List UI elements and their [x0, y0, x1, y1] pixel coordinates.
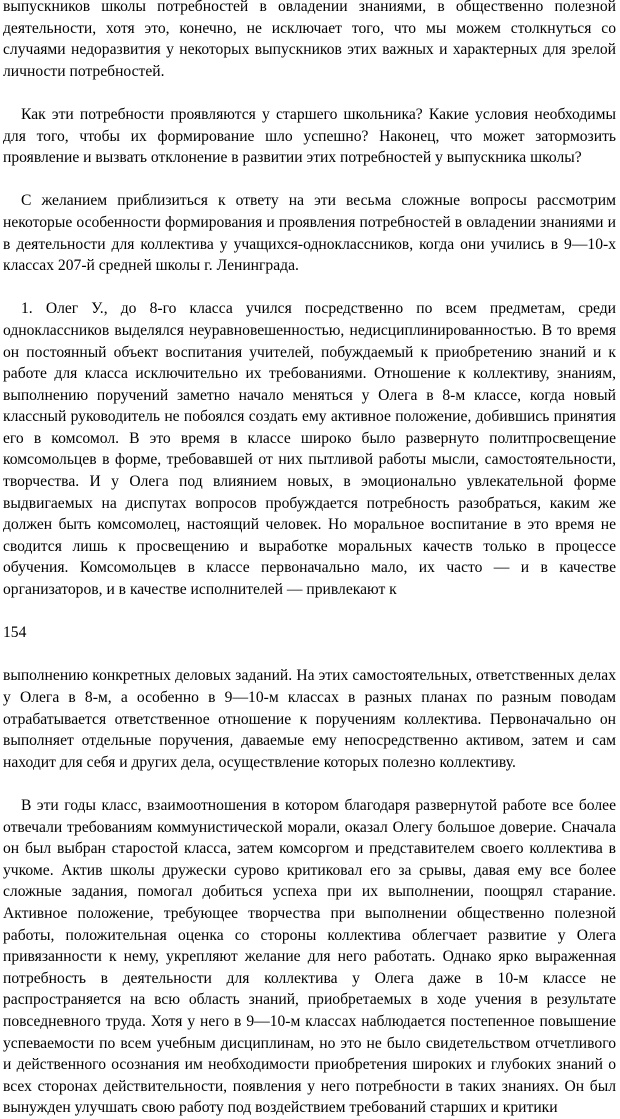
paragraph-gap — [3, 773, 616, 795]
paragraph-questions: Как эти потребности проявляются у старшего школьника? Какие условия необходимы для того, чтобы их формирование шло успешно? Наконец, что может затормозить проявление и вызвать отклонение в развитии этих потребностей у выпускника школы? — [3, 105, 616, 167]
paragraph-gap — [3, 277, 616, 299]
paragraph-gap — [3, 601, 616, 623]
paragraph-gap — [3, 644, 616, 666]
paragraph-gap — [3, 169, 616, 191]
paragraph-class-trust: В эти годы класс, взаимоотношения в котором благодаря развернутой работе все более отвечали требованиям коммунистической морали, оказал Олегу большое доверие. Сначала он был выбран старостой класса, затем комсоргом и представителем своего коллектива в учкоме. Актив школы дружески сурово критиковал его за срывы, давая ему все более сложные задания, помогал добиться успеха при их выполнении, поощрял старание. Активное положение, требующее творчества при выполнении общественно полезной работы, положительная оценка со стороны коллектива облегчает развитие у Олега привязанности к нему, укрепляют желание для него работать. Однако ярко выраженная потребность в деятельности для коллектива у Олега даже в 10-м классе не распространяется на всю область знаний, приобретаемых в ходе учения в результате повседневного труда. Хотя у него в 9—10-м классах наблюдается постепенное повышение успеваемости по всем учебным дисциплинам, но это не было свидетельством отчетливого и действенного осознания им необходимости приобретения широких и глубоких знаний о всех сторонах действительности, появления у него потребности в таких знаниях. Он был вынужден улучшать свою работу под воздействием требований старших и критики — [3, 796, 616, 1117]
page-number: 154 — [3, 624, 27, 642]
paragraph-case-continuation: выполнению конкретных деловых заданий. На этих самостоятельных, ответственных делах у Олега в 8-м, а особенно в 9—10-м классах в разных планах по разным поводам отрабатывается ответственное отношение к поручениям коллектива. Первоначально он выполняет отдельные поручения, даваемые ему непосредственно активом, затем и сам находит для себя и других дела, осуществление которых полезно коллективу. — [3, 667, 616, 771]
document-page — [3, 0, 616, 1119]
paragraph-continuation: выпускников школы потребностей в овладении знаниями, в общественно полезной деятельности, хотя это, конечно, не исключает того, что мы можем столкнуться со случаями недоразвития у некоторых выпускников этих важных и характерных для зрелой личности потребностей. — [3, 0, 616, 80]
paragraph-case-oleg: 1. Олег У., до 8-го класса учился посредственно по всем предметам, среди одноклассников выделялся неуравновешенностью, недисциплинированностью. В то время он постоянный объект воспитания учителей, побуждаемый к приобретению знаний и к работе для класса исключительно их требованиями. Отношение к коллективу, знаниям, выполнению поручений заметно начало меняться у Олега в 8-м классе, когда новый классный руководитель не побоялся создать ему активное положение, добившись принятия его в комсомол. В это время в классе широко было развернуто политпросвещение комсомольцев в форме, требовавшей от них пытливой работы мысли, самостоятельности, творчества. И у Олега под влиянием новых, в эмоционально увлекательной форме выдвигаемых на диспутах вопросов пробуждается потребность разобраться, каким же должен быть комсомолец, настоящий человек. Но моральное воспитание в это время не сводится лишь к просвещению и выработке моральных качеств только в процессе обучения. Комсомольцев в классе первоначально мало, их часто — и в качестве организаторов, и в качестве исполнителей — привлекают к — [3, 300, 616, 599]
paragraph-gap — [3, 82, 616, 104]
paragraph-intro: С желанием приблизиться к ответу на эти весьма сложные вопросы рассмотрим некоторые особенности формирования и проявления потребностей в овладении знаниями и в деятельности для коллектива у учащихся-одноклассников, когда они учились в 9—10-х классах 207-й средней школы г. Ленинграда. — [3, 192, 616, 275]
